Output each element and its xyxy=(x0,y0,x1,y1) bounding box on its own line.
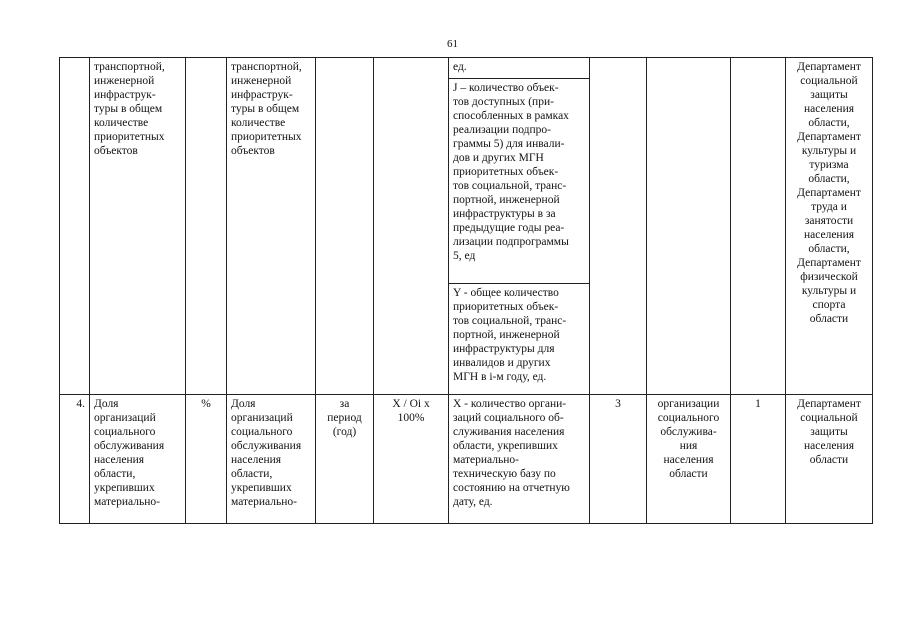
cell-responsible: Департамент социальной защиты населения области, Департамент культуры и туризма области, Департамент труда и занятости населения области, Департамент физической культуры и спорта области xyxy=(786,58,873,395)
cell-period-empty xyxy=(316,58,374,395)
table-row-continued xyxy=(60,58,873,79)
cell-method: 3 xyxy=(590,395,647,524)
cell-indicator-name: транспортной, инженерной инфраструк- туры в общем количестве приоритетных объектов xyxy=(90,58,186,395)
cell-unit: % xyxy=(186,395,227,524)
cell-number: 4. xyxy=(60,395,90,524)
cell-formula: X / Oi x 100% xyxy=(374,395,449,524)
cell-variable-j: J – количество объек- тов доступных (при- способленных в рамках реализации подпро- граммы 5) для инвали- дов и других МГН приоритетных объек- тов социальной, транс- портной, инженерной инфраструктуры в за предыдущие годы реа- лизации подпрограммы 5, ед xyxy=(449,79,590,284)
cell-formula-empty xyxy=(374,58,449,395)
cell-source-empty xyxy=(647,58,731,395)
cell-indicator-name: Доля организаций социального обслуживания населения области, укрепивших материально- xyxy=(90,395,186,524)
cell-responsible: Департамент социальной защиты населения области xyxy=(786,395,873,524)
cell-variable-y: Y - общее количество приоритетных объек- тов социальной, транс- портной, инженерной инфраструктуры для инвалидов и других МГН в i-м году, ед. xyxy=(449,284,590,395)
cell-variable-tail: ед. xyxy=(449,58,590,79)
cell-method-empty xyxy=(590,58,647,395)
cell-code-empty xyxy=(731,58,786,395)
cell-source: организации социального обслужива- ния населения области xyxy=(647,395,731,524)
cell-indicator-definition: транспортной, инженерной инфраструк- туры в общем количестве приоритетных объектов xyxy=(227,58,316,395)
cell-period: за период (год) xyxy=(316,395,374,524)
cell-number-empty xyxy=(60,58,90,395)
cell-variable-x: X - количество органи- заций социального об- служивания населения области, укрепивших материально- техническую базу по состоянию на отчетную дату, ед. xyxy=(449,395,590,524)
indicator-table xyxy=(59,57,873,524)
cell-code: 1 xyxy=(731,395,786,524)
page-number: 61 xyxy=(447,38,458,50)
cell-indicator-definition: Доля организаций социального обслуживания населения области, укрепивших материально- xyxy=(227,395,316,524)
table-row-4 xyxy=(60,395,873,524)
cell-unit-empty xyxy=(186,58,227,395)
